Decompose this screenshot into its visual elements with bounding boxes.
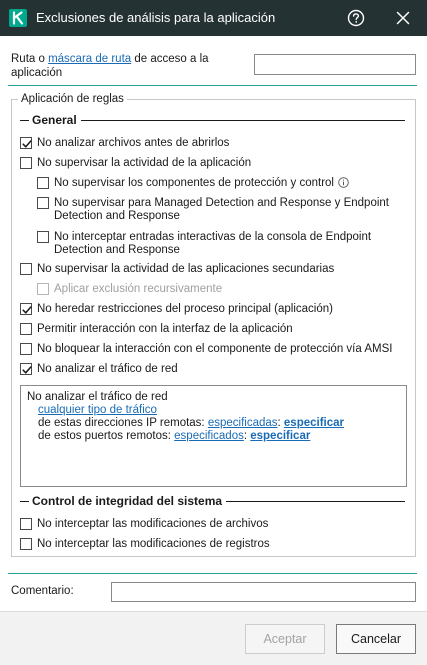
checkbox-label: Permitir interacción con la interfaz de la aplicación <box>37 323 293 335</box>
general-heading: General <box>20 113 81 127</box>
checkbox-label: No interceptar las modificaciones de registros <box>37 538 270 550</box>
checkbox[interactable] <box>20 323 32 335</box>
integrity-option-no-interceptar-las-modificaciones-de-reg[interactable] <box>20 538 400 551</box>
checkbox-label: No analizar el tráfico de red <box>37 363 178 375</box>
remote-ports-specify-link[interactable]: especificar <box>250 430 311 442</box>
general-option-no-analizar-el-trafico-de-red[interactable] <box>20 363 400 376</box>
traffic-rules-box: No analizar el tráfico de red cualquier tipo de tráfico de estas direcciones IP remotas: especificadas: especificar de estos puertos remotos: especificados: especificar <box>20 385 407 487</box>
accept-button[interactable]: Aceptar <box>245 624 325 654</box>
general-option-aplicar-exclusion-recursivamente <box>37 283 397 296</box>
general-option-no-supervisar-la-actividad-de-la-aplicac[interactable] <box>20 157 400 170</box>
checkbox-label: No supervisar la actividad de las aplicaciones secundarias <box>37 263 335 275</box>
comment-label: Comentario: <box>11 585 74 597</box>
remote-ports-specified-link[interactable]: especificados <box>174 430 244 442</box>
rules-group-title: Aplicación de reglas <box>18 93 127 105</box>
checkbox <box>37 283 49 295</box>
checkbox-label: No analizar archivos antes de abrirlos <box>37 137 230 149</box>
integrity-option-no-interceptar-las-modificaciones-de-arc[interactable] <box>20 518 400 531</box>
path-label: Ruta o máscara de ruta de acceso a la aplicación <box>11 53 209 79</box>
general-option-no-interceptar-entradas-interactivas-de-[interactable] <box>37 231 397 257</box>
remote-ip-specify-link[interactable]: especificar <box>283 417 345 429</box>
kaspersky-logo-icon <box>9 9 27 27</box>
checkbox[interactable] <box>37 177 49 189</box>
checkbox[interactable] <box>37 231 49 243</box>
checkbox[interactable] <box>20 518 32 530</box>
remote-ip-specified-link[interactable]: especificadas <box>207 417 278 429</box>
checkbox-label: No interceptar entradas interactivas de la consola de Endpoint Detection and Response <box>54 231 372 256</box>
general-option-no-heredar-restricciones-del-proceso-pri[interactable] <box>20 303 400 316</box>
divider <box>8 85 417 86</box>
checkbox-label: No supervisar los componentes de protección y control <box>54 177 349 190</box>
title-bar <box>0 0 427 36</box>
checkbox-label: No interceptar las modificaciones de archivos <box>37 518 269 530</box>
checkbox-label: No bloquear la interacción con el componente de protección vía AMSI <box>37 343 393 355</box>
checkbox-label: Aplicar exclusión recursivamente <box>54 283 223 295</box>
divider <box>8 573 417 574</box>
help-icon[interactable] <box>347 9 365 27</box>
general-option-no-bloquear-la-interaccion-con-el-compon[interactable] <box>20 343 400 356</box>
comment-input[interactable] <box>111 582 416 602</box>
checkbox-label: No heredar restricciones del proceso principal (aplicación) <box>37 303 333 315</box>
checkbox[interactable] <box>20 157 32 169</box>
path-input[interactable] <box>254 54 416 75</box>
general-option-no-analizar-archivos-antes-de-abrirlos[interactable] <box>20 137 400 150</box>
close-icon[interactable] <box>394 9 412 27</box>
general-option-no-supervisar-los-componentes-de-protecc[interactable] <box>37 177 397 190</box>
general-option-no-supervisar-para-managed-detection-and[interactable] <box>37 197 397 223</box>
info-icon[interactable] <box>338 177 349 188</box>
checkbox[interactable] <box>20 538 32 550</box>
checkbox[interactable] <box>37 197 49 209</box>
checkbox-checked[interactable] <box>20 303 32 315</box>
checkbox[interactable] <box>20 343 32 355</box>
checkbox-checked[interactable] <box>20 363 32 375</box>
general-option-no-supervisar-la-actividad-de-las-aplica[interactable] <box>20 263 400 276</box>
traffic-title: No analizar el tráfico de red <box>27 391 168 403</box>
dialog-footer <box>0 611 427 665</box>
checkbox-checked[interactable] <box>20 137 32 149</box>
checkbox-label: No supervisar la actividad de la aplicación <box>37 157 252 169</box>
checkbox[interactable] <box>20 263 32 275</box>
integrity-heading: Control de integridad del sistema <box>20 494 226 508</box>
traffic-type-link[interactable]: cualquier tipo de tráfico <box>38 404 157 416</box>
checkbox-label: No supervisar para Managed Detection and Response y Endpoint Detection and Response <box>54 197 389 222</box>
cancel-button[interactable]: Cancelar <box>336 624 416 654</box>
window-title: Exclusiones de análisis para la aplicación <box>36 10 276 25</box>
general-option-permitir-interaccion-con-la-interfaz-de-[interactable] <box>20 323 400 336</box>
path-mask-link[interactable]: máscara de ruta <box>48 53 132 65</box>
